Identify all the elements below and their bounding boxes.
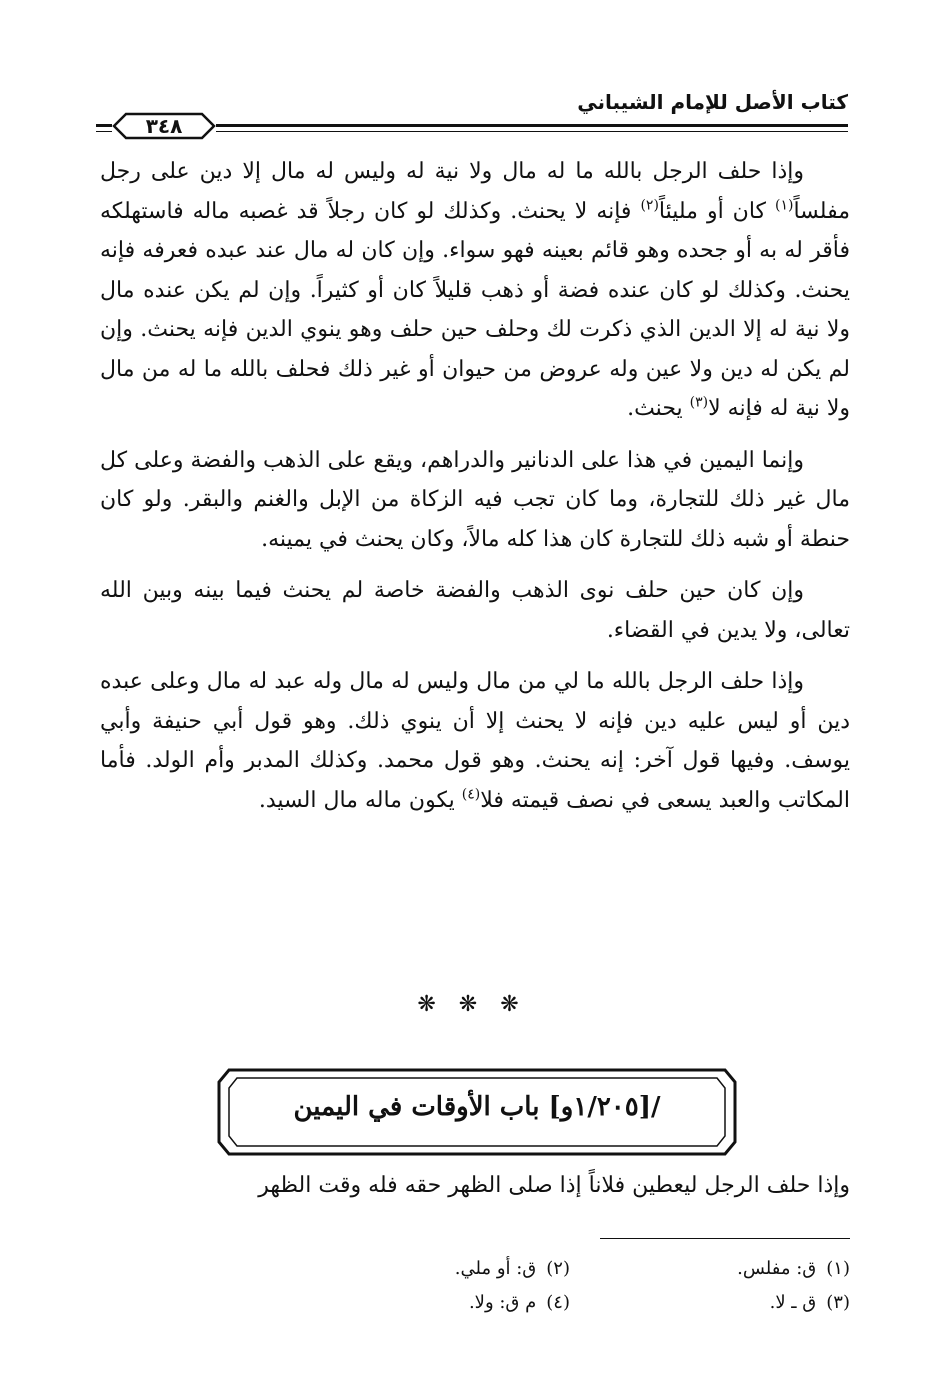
chapter-heading: /[١/٢٠٥و] باب الأوقات في اليمين (293, 1092, 661, 1122)
paragraph-1 (100, 152, 850, 429)
main-text (100, 152, 850, 832)
section-separator: ❋ ❋ ❋ (417, 992, 527, 1017)
footnote-1 (570, 1252, 850, 1286)
page-number: ٣٤٨ (145, 114, 183, 138)
running-title: كتاب الأصل للإمام الشيباني (577, 90, 848, 114)
paragraph-4-seg2: يكون ماله مال السيد. (258, 787, 462, 813)
chapter-heading-frame (215, 1066, 739, 1158)
footnote-ref-1: (١) (775, 197, 794, 214)
paragraph-1-seg2: كان أو مليئاً (658, 198, 775, 224)
footnote-marker: (٤) (546, 1292, 570, 1313)
footnotes (290, 1252, 850, 1320)
footnote-marker: (٢) (546, 1258, 570, 1279)
paragraph-1-seg1: وإذا حلف الرجل بالله ما له مال ولا نية له وليس له مال إلا دين على رجل مفلساً (100, 159, 850, 224)
footnote-rule (600, 1238, 850, 1239)
footnote-marker: (٣) (826, 1292, 850, 1313)
footnote-text: ق ـ لا. (769, 1292, 817, 1313)
footnote-row (290, 1252, 850, 1286)
footnote-4 (290, 1286, 570, 1320)
paragraph-4-seg1: وإذا حلف الرجل بالله ما لي من مال وليس له مال وله عبد له مال وعلى عبده دين أو ليس عليه دين فإنه لا يحنث إلا أن ينوي ذلك. وهو قول أبي حنيفة وأبي يوسف. وفيها قول آخر: إنه يحنث. وهو قول محمد. وكذلك المدبر وأم الولد. فأما المكاتب والعبد يسعى في نصف قيمته فلا (100, 669, 850, 813)
footnote-ref-2: (٢) (640, 197, 659, 214)
footnote-ref-4: (٤) (461, 786, 481, 803)
chapter-first-line: وإذا حلف الرجل ليعطين فلاناً إذا صلى الظهر حقه فله وقت الظهر (258, 1173, 850, 1198)
page-number-badge (112, 112, 216, 140)
page-header (96, 72, 848, 142)
footnote-2 (290, 1252, 570, 1286)
footnote-ref-3: (٣) (689, 394, 709, 411)
paragraph-1-seg3: فإنه لا يحنث. وكذلك لو كان رجلاً قد غصبه ماله فاستهلكه فأقر له به أو جحده وهو قائم بعينه فهو سواء. وإن كان له مال عند عبده فعرفه فإنه يحنث. وكذلك لو كان عنده فضة أو ذهب قليلاً كان أو كثيراً. وإن لم يكن عنده مال ولا نية له إلا الدين الذي ذكرت لك وحلف حين حلف وهو ينوي الدين فإنه يحنث. وإن لم يكن له دين ولا عين وله عروض من حيوان أو غير ذلك فحلف بالله ما له من مال ولا نية له فإنه لا (100, 198, 850, 421)
footnote-text: م ق: ولا. (468, 1292, 537, 1313)
footnote-marker: (١) (826, 1258, 850, 1279)
footnote-3 (570, 1286, 850, 1320)
footnote-row (290, 1286, 850, 1320)
footnote-text: ق: مفلس. (737, 1258, 817, 1279)
paragraph-3: وإن كان حين حلف نوى الذهب والفضة خاصة لم يحنث فيما بينه وبين الله تعالى، ولا يدين في القضاء. (100, 578, 850, 643)
footnote-text: ق: أو ملي. (454, 1258, 537, 1279)
paragraph-2: وإنما اليمين في هذا على الدنانير والدراهم، ويقع على الذهب والفضة وعلى كل مال غير ذلك للتجارة، وما كان تجب فيه الزكاة من الإبل والغنم والبقر. ولو كان حنطة أو شبه ذلك للتجارة كان هذا كله مالاً، وكان يحنث في يمينه. (100, 447, 850, 552)
paragraph-4 (100, 662, 850, 820)
paragraph-1-seg4: يحنث. (627, 396, 690, 421)
